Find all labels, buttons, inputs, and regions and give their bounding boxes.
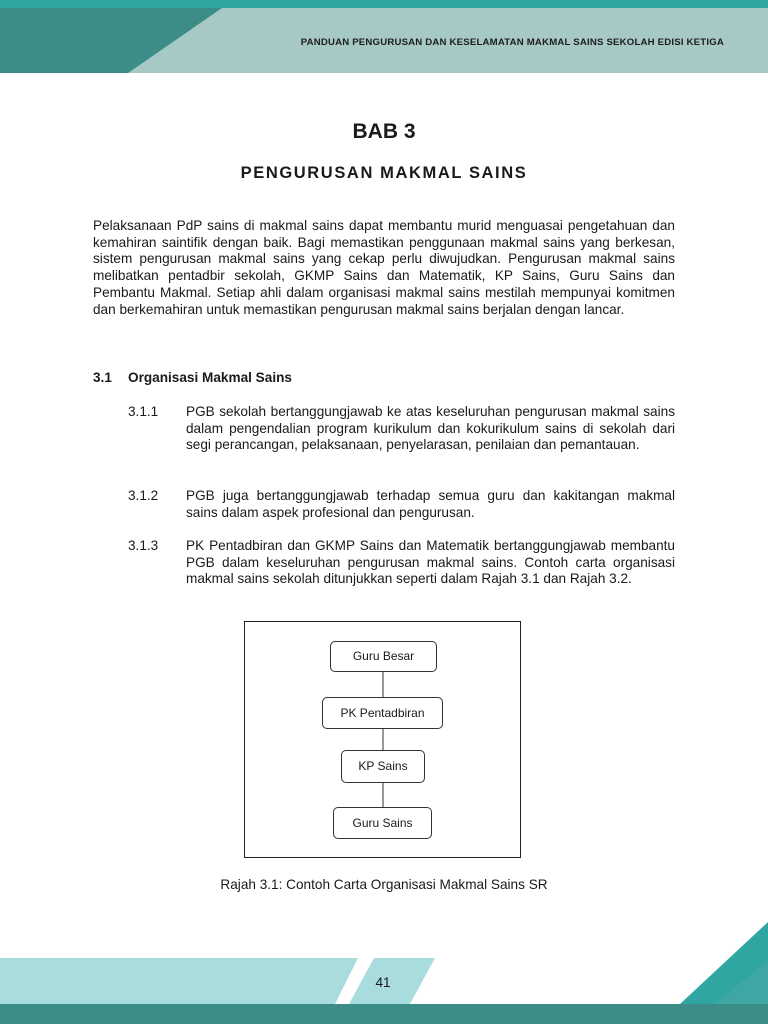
chapter-title: PENGURUSAN MAKMAL SAINS [240,164,528,182]
chapter-label: BAB 3 [352,120,416,143]
list-item [128,538,675,588]
org-node-kp-sains: KP Sains [341,750,425,783]
footer-band [0,900,768,1024]
list-item [128,488,675,521]
org-chart [244,621,521,858]
section-title: Organisasi Makmal Sains [128,370,292,385]
item-text: PGB juga bertanggungjawab terhadap semua guru dan kakitangan makmal sains dalam aspek profesional dan pengurusan. [186,488,675,520]
section-number: 3.1 [93,370,112,385]
intro-paragraph: Pelaksanaan PdP sains di makmal sains dapat membantu murid menguasai pengetahuan dan kemahiran saintifik dengan baik. Bagi memastikan penggunaan makmal sains yang berkesan, sistem pengurusan makmal sains yang cekap perlu diwujudkan. Pengurusan makmal sains melibatkan pentadbir sekolah, GKMP Sains dan Matematik, KP Sains, Guru Sains dan Pembantu Makmal. Setiap ahli dalam organisasi makmal sains mestilah mempunyai komitmen dan berkemahiran untuk memastikan pengurusan makmal sains berjalan dengan lancar. [93,218,675,317]
running-header-title: PANDUAN PENGURUSAN DAN KESELAMATAN MAKMAL SAINS SEKOLAH EDISI KETIGA [300,37,724,48]
footer-bottom-bar [0,1004,768,1024]
item-number: 3.1.1 [128,404,159,419]
section-heading [93,370,292,385]
org-node-pk-pentadbiran: PK Pentadbiran [322,697,443,729]
item-text: PK Pentadbiran dan GKMP Sains dan Matematik bertanggungjawab membantu PGB dalam keseluruhan pengurusan makmal sains. Contoh carta organisasi makmal sains sekolah ditunjukkan seperti dalam Rajah 3.1 dan Rajah 3.2. [186,538,675,587]
item-number: 3.1.2 [128,488,159,503]
item-text: PGB sekolah bertanggungjawab ke atas keseluruhan pengurusan makmal sains dalam pengendalian program kurikulum dan kokurikulum sains di sekolah dari segi perancangan, pelaksanaan, penyelarasan, penilaian dan pemantauan. [186,404,675,453]
header-top-stripe [0,0,768,8]
figure-caption: Rajah 3.1: Contoh Carta Organisasi Makmal Sains SR [220,877,548,892]
page-number: 41 [375,975,391,990]
list-item [128,404,675,454]
org-node-guru-besar: Guru Besar [330,641,437,672]
org-node-guru-sains: Guru Sains [333,807,432,839]
item-number: 3.1.3 [128,538,159,553]
footer-left-stripe [0,958,358,1004]
